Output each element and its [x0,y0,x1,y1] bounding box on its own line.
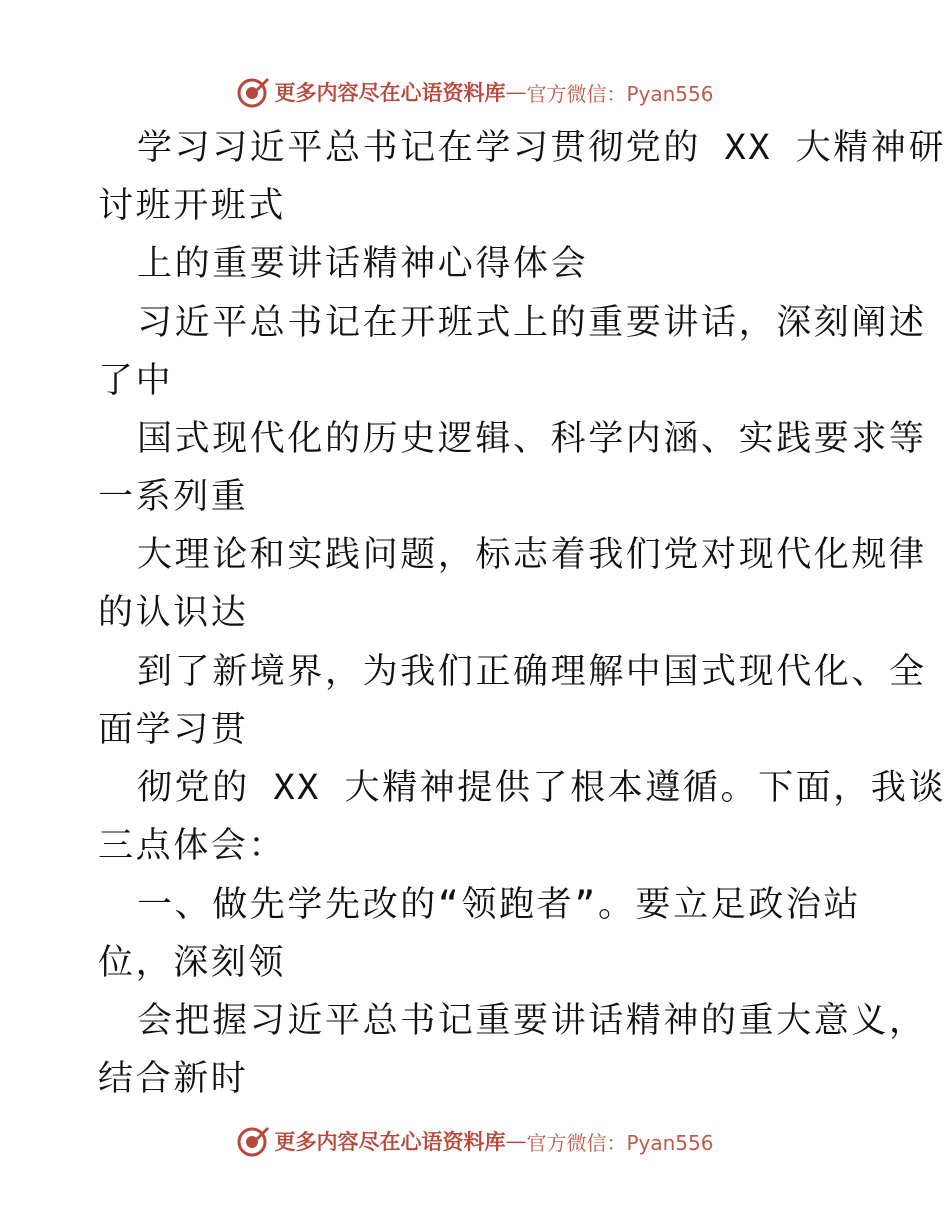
text-line: 上的重要讲话精神心得体会 [137,244,589,284]
text-line: 大理论和实践问题，标志着我们党对现代化规律 [137,535,927,575]
text-line: 一系列重 [98,477,249,517]
footer-banner-title: 更多内容尽在心语资料库 [274,1129,506,1154]
text-line: 位，深刻领 [98,943,287,983]
text-line: 讨班开班式 [98,186,287,226]
pen-logo-icon [236,75,270,109]
text-line: 的认识达 [98,593,249,633]
text-line: 学习习近平总书记在学习贯彻党的 XX 大精神研 [137,128,947,168]
header-banner-wechat: 官方微信：Pyan556 [526,81,714,106]
text-line: 彻党的 XX 大精神提供了根本遵循。下面，我谈 [137,768,947,808]
text-line: 一、做先学先改的“领跑者”。要立足政治站 [137,885,862,925]
footer-banner [0,1121,950,1161]
footer-banner-dash: — [505,1129,527,1153]
footer-banner-wechat: 官方微信：Pyan556 [526,1130,714,1155]
header-banner-dash: — [505,80,527,104]
text-line: 国式现代化的历史逻辑、科学内涵、实践要求等 [137,419,927,459]
text-line: 结合新时 [98,1059,249,1099]
pen-logo-icon [236,1124,270,1158]
text-line: 会把握习近平总书记重要讲话精神的重大意义， [137,1001,927,1041]
text-line: 三点体会： [98,826,287,866]
header-banner-title: 更多内容尽在心语资料库 [274,80,506,105]
text-line: 面学习贯 [98,710,249,750]
text-line: 到了新境界，为我们正确理解中国式现代化、全 [137,652,927,692]
text-line: 习近平总书记在开班式上的重要讲话，深刻阐述 [137,303,927,343]
text-line: 了中 [98,361,174,401]
header-banner [0,72,950,112]
